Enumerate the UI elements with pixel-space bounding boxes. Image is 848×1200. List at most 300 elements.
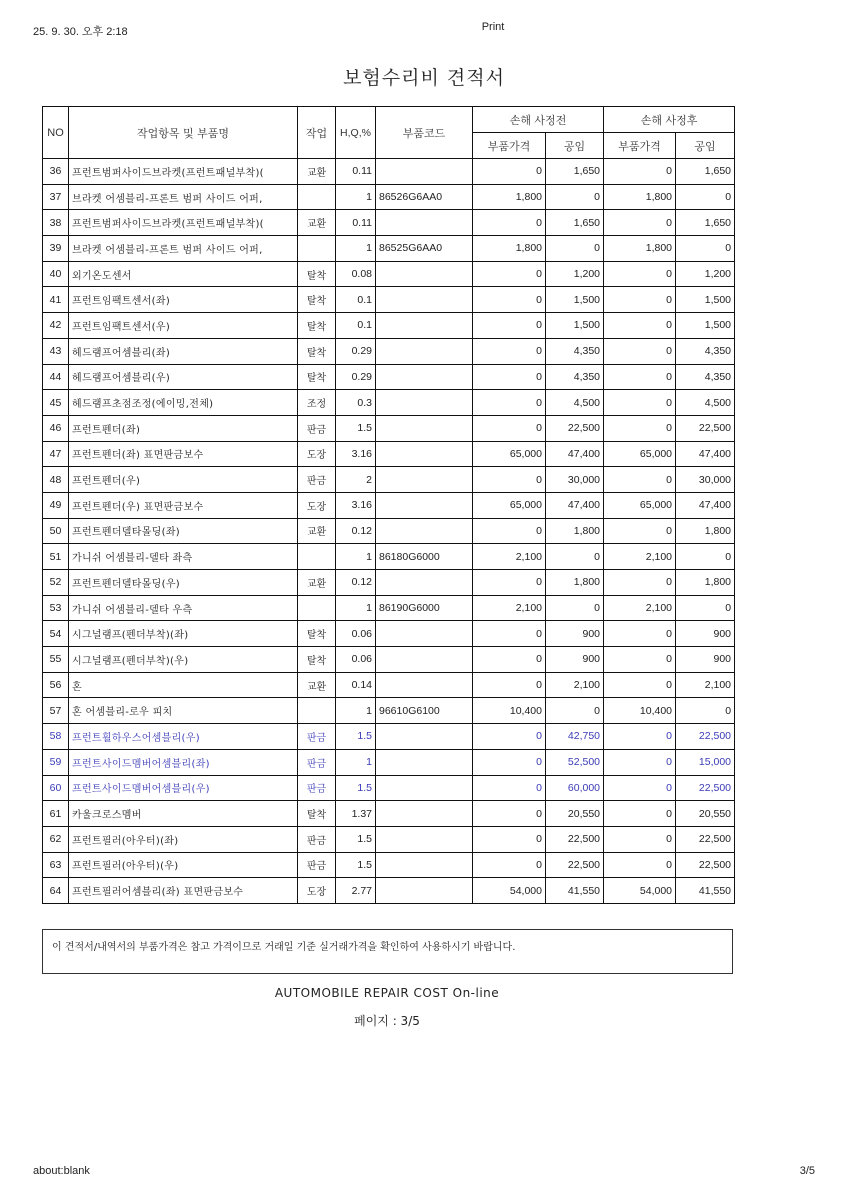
cell-hq: 0.12: [336, 518, 376, 544]
cell-before-parts-price: 0: [473, 724, 546, 750]
cell-before-labor: 1,650: [546, 159, 604, 185]
cell-no: 48: [43, 467, 69, 493]
cell-item-name: 프런트임팩트센서(우): [69, 313, 298, 339]
cell-work-type: 판금: [298, 775, 336, 801]
table-row: [43, 467, 735, 493]
cell-no: 41: [43, 287, 69, 313]
cell-part-code: [376, 724, 473, 750]
cell-hq: 0.06: [336, 647, 376, 673]
cell-before-labor: 47,400: [546, 492, 604, 518]
cell-hq: 0.29: [336, 338, 376, 364]
cell-after-labor: 47,400: [676, 441, 735, 467]
cell-part-code: 86525G6AA0: [376, 236, 473, 262]
print-datetime: 25. 9. 30. 오후 2:18: [33, 26, 128, 38]
header-part-code: 부품코드: [376, 107, 473, 159]
cell-hq: 0.11: [336, 159, 376, 185]
header-after-labor: 공임: [676, 133, 735, 159]
cell-item-name: 프런트필러(아우터)(좌): [69, 826, 298, 852]
cell-before-labor: 41,550: [546, 878, 604, 904]
cell-part-code: [376, 801, 473, 827]
table-row: [43, 261, 735, 287]
cell-part-code: [376, 467, 473, 493]
cell-item-name: 프런트펜더(우) 표면판금보수: [69, 492, 298, 518]
cell-after-labor: 1,500: [676, 287, 735, 313]
table-row: [43, 338, 735, 364]
cell-after-parts-price: 0: [604, 467, 676, 493]
cell-after-parts-price: 0: [604, 518, 676, 544]
cell-after-parts-price: 2,100: [604, 544, 676, 570]
cell-item-name: 프런트필러(아우터)(우): [69, 852, 298, 878]
cell-no: 39: [43, 236, 69, 262]
cell-item-name: 헤드램프어셈블리(우): [69, 364, 298, 390]
cell-item-name: 프런트펜더델타몰딩(우): [69, 570, 298, 596]
table-row: [43, 492, 735, 518]
print-title: Print: [481, 21, 505, 33]
cell-no: 40: [43, 261, 69, 287]
cell-no: 56: [43, 672, 69, 698]
cell-item-name: 가니쉬 어셈블리-델타 우측: [69, 595, 298, 621]
cell-item-name: 프런트사이드멤버어셈블리(좌): [69, 749, 298, 775]
header-before-parts-price: 부품가격: [473, 133, 546, 159]
cell-no: 49: [43, 492, 69, 518]
cell-part-code: [376, 441, 473, 467]
table-row: [43, 210, 735, 236]
cell-hq: 0.12: [336, 570, 376, 596]
cell-work-type: 도장: [298, 492, 336, 518]
cell-no: 51: [43, 544, 69, 570]
cell-hq: 2: [336, 467, 376, 493]
cell-item-name: 헤드램프초점조정(에이밍,전체): [69, 390, 298, 416]
cell-no: 45: [43, 390, 69, 416]
cell-before-labor: 4,350: [546, 364, 604, 390]
table-body: [43, 159, 735, 904]
cell-work-type: [298, 595, 336, 621]
cell-part-code: [376, 570, 473, 596]
cell-before-labor: 42,750: [546, 724, 604, 750]
cell-after-parts-price: 0: [604, 210, 676, 236]
cell-after-labor: 30,000: [676, 467, 735, 493]
cell-work-type: 탈착: [298, 313, 336, 339]
cell-item-name: 프런트휠하우스어셈블리(우): [69, 724, 298, 750]
cell-hq: 1: [336, 595, 376, 621]
cell-after-labor: 2,100: [676, 672, 735, 698]
cell-before-parts-price: 0: [473, 390, 546, 416]
cell-after-labor: 1,200: [676, 261, 735, 287]
notice-box: [42, 929, 733, 974]
table-row: [43, 390, 735, 416]
table-row: [43, 852, 735, 878]
cell-no: 46: [43, 415, 69, 441]
cell-item-name: 시그널램프(펜더부착)(좌): [69, 621, 298, 647]
cell-hq: 1.5: [336, 775, 376, 801]
table-row: [43, 313, 735, 339]
cell-hq: 0.06: [336, 621, 376, 647]
cell-after-labor: 22,500: [676, 724, 735, 750]
cell-part-code: 86180G6000: [376, 544, 473, 570]
cell-part-code: [376, 878, 473, 904]
cell-before-labor: 22,500: [546, 415, 604, 441]
table-row: [43, 595, 735, 621]
cell-part-code: [376, 672, 473, 698]
cell-part-code: [376, 287, 473, 313]
cell-after-labor: 15,000: [676, 749, 735, 775]
cell-before-labor: 4,500: [546, 390, 604, 416]
table-row: [43, 159, 735, 185]
table-row: [43, 749, 735, 775]
cell-after-labor: 0: [676, 236, 735, 262]
cell-after-labor: 1,800: [676, 518, 735, 544]
cell-item-name: 프런트펜더델타몰딩(좌): [69, 518, 298, 544]
cell-before-parts-price: 54,000: [473, 878, 546, 904]
cell-item-name: 혼 어셈블리-로우 피치: [69, 698, 298, 724]
cell-work-type: 교환: [298, 672, 336, 698]
cell-after-parts-price: 65,000: [604, 441, 676, 467]
cell-work-type: 판금: [298, 749, 336, 775]
cell-after-parts-price: 0: [604, 364, 676, 390]
cell-item-name: 혼: [69, 672, 298, 698]
cell-part-code: [376, 390, 473, 416]
cell-before-parts-price: 0: [473, 467, 546, 493]
cell-item-name: 프런트임팩트센서(좌): [69, 287, 298, 313]
cell-before-labor: 1,500: [546, 313, 604, 339]
cell-after-labor: 1,800: [676, 570, 735, 596]
table-row: [43, 801, 735, 827]
cell-hq: 2.77: [336, 878, 376, 904]
cell-before-labor: 1,500: [546, 287, 604, 313]
cell-part-code: [376, 415, 473, 441]
cell-before-parts-price: 0: [473, 415, 546, 441]
cell-before-labor: 22,500: [546, 852, 604, 878]
cell-after-labor: 0: [676, 184, 735, 210]
cell-before-labor: 0: [546, 698, 604, 724]
cell-after-labor: 1,500: [676, 313, 735, 339]
cell-no: 60: [43, 775, 69, 801]
cell-part-code: [376, 775, 473, 801]
cell-after-labor: 900: [676, 647, 735, 673]
cell-before-parts-price: 0: [473, 210, 546, 236]
table-row: [43, 775, 735, 801]
cell-before-labor: 900: [546, 647, 604, 673]
cell-after-parts-price: 0: [604, 621, 676, 647]
cell-item-name: 프런트범퍼사이드브라켓(프런트패널부착)(: [69, 159, 298, 185]
cell-after-parts-price: 0: [604, 749, 676, 775]
table-row: [43, 518, 735, 544]
cell-before-labor: 0: [546, 236, 604, 262]
cell-hq: 1: [336, 544, 376, 570]
cell-before-labor: 0: [546, 595, 604, 621]
cell-after-parts-price: 10,400: [604, 698, 676, 724]
cell-after-parts-price: 0: [604, 826, 676, 852]
cell-part-code: [376, 313, 473, 339]
cell-before-parts-price: 0: [473, 826, 546, 852]
print-footer-url: about:blank: [33, 1165, 90, 1177]
cell-before-parts-price: 0: [473, 621, 546, 647]
cell-work-type: 탈착: [298, 338, 336, 364]
cell-hq: 3.16: [336, 492, 376, 518]
table-row: [43, 570, 735, 596]
cell-part-code: [376, 159, 473, 185]
notice-text: 이 견적서/내역서의 부품가격은 참고 가격이므로 거래일 기준 실거래가격을 확인하여 사용하시기 바랍니다.: [52, 942, 516, 953]
cell-after-parts-price: 2,100: [604, 595, 676, 621]
cell-after-labor: 4,350: [676, 338, 735, 364]
cell-after-parts-price: 65,000: [604, 492, 676, 518]
cell-before-parts-price: 65,000: [473, 441, 546, 467]
cell-work-type: 탈착: [298, 364, 336, 390]
cell-no: 58: [43, 724, 69, 750]
cell-item-name: 가니쉬 어셈블리-델타 좌측: [69, 544, 298, 570]
cell-before-labor: 4,350: [546, 338, 604, 364]
cell-no: 44: [43, 364, 69, 390]
cell-no: 57: [43, 698, 69, 724]
cell-part-code: [376, 364, 473, 390]
cell-after-parts-price: 0: [604, 415, 676, 441]
cell-before-labor: 47,400: [546, 441, 604, 467]
cell-after-parts-price: 0: [604, 313, 676, 339]
cell-part-code: 86190G6000: [376, 595, 473, 621]
cell-work-type: 탈착: [298, 647, 336, 673]
cell-after-parts-price: 0: [604, 159, 676, 185]
cell-before-parts-price: 0: [473, 338, 546, 364]
print-footer-page: 3/5: [799, 1165, 815, 1177]
cell-after-labor: 0: [676, 544, 735, 570]
cell-after-labor: 1,650: [676, 210, 735, 236]
table-row: [43, 184, 735, 210]
table-row: [43, 544, 735, 570]
cell-before-parts-price: 1,800: [473, 184, 546, 210]
cell-hq: 1: [336, 236, 376, 262]
cell-work-type: 판금: [298, 852, 336, 878]
cell-after-parts-price: 0: [604, 647, 676, 673]
cell-item-name: 외기온도센서: [69, 261, 298, 287]
cell-before-parts-price: 0: [473, 801, 546, 827]
cell-after-parts-price: 0: [604, 390, 676, 416]
cell-hq: 1.5: [336, 826, 376, 852]
cell-no: 59: [43, 749, 69, 775]
cell-work-type: 탈착: [298, 261, 336, 287]
cell-before-parts-price: 0: [473, 287, 546, 313]
cell-item-name: 프런트펜더(좌) 표면판금보수: [69, 441, 298, 467]
cell-after-parts-price: 1,800: [604, 184, 676, 210]
cell-after-labor: 0: [676, 595, 735, 621]
cell-before-parts-price: 0: [473, 518, 546, 544]
cell-no: 63: [43, 852, 69, 878]
header-item: 작업항목 및 부품명: [69, 107, 298, 159]
cell-work-type: 판금: [298, 724, 336, 750]
estimate-table: [42, 106, 735, 904]
cell-after-parts-price: 0: [604, 338, 676, 364]
cell-before-labor: 900: [546, 621, 604, 647]
cell-part-code: [376, 492, 473, 518]
cell-before-labor: 1,200: [546, 261, 604, 287]
cell-before-labor: 2,100: [546, 672, 604, 698]
cell-item-name: 프런트펜더(우): [69, 467, 298, 493]
table-row: [43, 364, 735, 390]
brand-footer: AUTOMOBILE REPAIR COST On-line: [274, 986, 500, 1000]
cell-part-code: [376, 518, 473, 544]
cell-work-type: 교환: [298, 570, 336, 596]
cell-after-parts-price: 0: [604, 570, 676, 596]
document-title: 보험수리비 견적서: [343, 67, 505, 89]
cell-before-labor: 22,500: [546, 826, 604, 852]
cell-part-code: [376, 621, 473, 647]
cell-work-type: [298, 184, 336, 210]
table-row: [43, 647, 735, 673]
cell-after-labor: 900: [676, 621, 735, 647]
cell-part-code: [376, 826, 473, 852]
cell-after-parts-price: 0: [604, 801, 676, 827]
cell-hq: 0.11: [336, 210, 376, 236]
cell-after-parts-price: 54,000: [604, 878, 676, 904]
cell-work-type: 판금: [298, 415, 336, 441]
cell-work-type: [298, 236, 336, 262]
cell-after-parts-price: 0: [604, 287, 676, 313]
cell-hq: 3.16: [336, 441, 376, 467]
cell-no: 50: [43, 518, 69, 544]
cell-after-parts-price: 0: [604, 775, 676, 801]
cell-hq: 0.14: [336, 672, 376, 698]
cell-after-parts-price: 0: [604, 852, 676, 878]
table-row: [43, 672, 735, 698]
cell-after-labor: 0: [676, 698, 735, 724]
cell-before-parts-price: 0: [473, 364, 546, 390]
cell-hq: 0.08: [336, 261, 376, 287]
cell-hq: 0.1: [336, 313, 376, 339]
cell-before-labor: 0: [546, 184, 604, 210]
cell-before-labor: 1,650: [546, 210, 604, 236]
cell-after-labor: 1,650: [676, 159, 735, 185]
cell-item-name: 브라켓 어셈블리-프론트 범퍼 사이드 어퍼,: [69, 236, 298, 262]
cell-work-type: 판금: [298, 826, 336, 852]
cell-no: 62: [43, 826, 69, 852]
cell-part-code: [376, 261, 473, 287]
cell-after-labor: 20,550: [676, 801, 735, 827]
cell-after-labor: 22,500: [676, 852, 735, 878]
cell-item-name: 브라켓 어셈블리-프론트 범퍼 사이드 어퍼,: [69, 184, 298, 210]
cell-part-code: 96610G6100: [376, 698, 473, 724]
cell-work-type: [298, 544, 336, 570]
cell-part-code: [376, 749, 473, 775]
cell-before-parts-price: 0: [473, 159, 546, 185]
table-row: [43, 236, 735, 262]
header-before-labor: 공임: [546, 133, 604, 159]
cell-work-type: 교환: [298, 159, 336, 185]
table-row: [43, 698, 735, 724]
cell-no: 47: [43, 441, 69, 467]
page-indicator: 페이지 : 3/5: [354, 1014, 420, 1028]
cell-work-type: 탈착: [298, 287, 336, 313]
cell-part-code: [376, 647, 473, 673]
cell-after-labor: 41,550: [676, 878, 735, 904]
cell-hq: 0.1: [336, 287, 376, 313]
header-work: 작업: [298, 107, 336, 159]
cell-before-parts-price: 0: [473, 570, 546, 596]
cell-before-labor: 20,550: [546, 801, 604, 827]
cell-before-parts-price: 0: [473, 749, 546, 775]
cell-item-name: 프런트펜더(좌): [69, 415, 298, 441]
cell-hq: 1: [336, 749, 376, 775]
cell-hq: 1.5: [336, 415, 376, 441]
cell-after-labor: 22,500: [676, 415, 735, 441]
header-after-adjustment: 손해 사정후: [604, 107, 735, 133]
cell-work-type: 도장: [298, 441, 336, 467]
cell-no: 38: [43, 210, 69, 236]
cell-before-parts-price: 65,000: [473, 492, 546, 518]
cell-before-parts-price: 0: [473, 852, 546, 878]
cell-after-parts-price: 1,800: [604, 236, 676, 262]
cell-before-parts-price: 0: [473, 261, 546, 287]
cell-hq: 1.37: [336, 801, 376, 827]
table-row: [43, 724, 735, 750]
cell-item-name: 시그널램프(펜더부착)(우): [69, 647, 298, 673]
cell-hq: 1.5: [336, 852, 376, 878]
header-no: NO: [43, 107, 69, 159]
header-before-adjustment: 손해 사정전: [473, 107, 604, 133]
cell-before-parts-price: 0: [473, 647, 546, 673]
cell-before-parts-price: 0: [473, 775, 546, 801]
cell-no: 52: [43, 570, 69, 596]
cell-after-labor: 22,500: [676, 826, 735, 852]
cell-part-code: [376, 210, 473, 236]
cell-item-name: 카울크로스멤버: [69, 801, 298, 827]
cell-hq: 1: [336, 698, 376, 724]
cell-no: 36: [43, 159, 69, 185]
cell-work-type: 판금: [298, 467, 336, 493]
cell-before-labor: 1,800: [546, 518, 604, 544]
cell-before-labor: 60,000: [546, 775, 604, 801]
cell-part-code: 86526G6AA0: [376, 184, 473, 210]
cell-item-name: 프런트사이드멤버어셈블리(우): [69, 775, 298, 801]
table-row: [43, 415, 735, 441]
cell-part-code: [376, 852, 473, 878]
cell-no: 54: [43, 621, 69, 647]
cell-no: 64: [43, 878, 69, 904]
cell-no: 37: [43, 184, 69, 210]
cell-before-parts-price: 0: [473, 672, 546, 698]
table-row: [43, 878, 735, 904]
header-hq: H,Q,%: [336, 107, 376, 159]
cell-after-labor: 4,350: [676, 364, 735, 390]
cell-work-type: 조정: [298, 390, 336, 416]
cell-after-labor: 4,500: [676, 390, 735, 416]
table-header: [43, 107, 735, 159]
cell-before-labor: 52,500: [546, 749, 604, 775]
cell-no: 53: [43, 595, 69, 621]
cell-item-name: 헤드램프어셈블리(좌): [69, 338, 298, 364]
cell-before-labor: 1,800: [546, 570, 604, 596]
cell-before-parts-price: 2,100: [473, 595, 546, 621]
cell-no: 55: [43, 647, 69, 673]
cell-before-parts-price: 10,400: [473, 698, 546, 724]
cell-no: 42: [43, 313, 69, 339]
table-row: [43, 621, 735, 647]
table-row: [43, 826, 735, 852]
cell-no: 61: [43, 801, 69, 827]
table-row: [43, 287, 735, 313]
cell-item-name: 프런트필러어셈블리(좌) 표면판금보수: [69, 878, 298, 904]
cell-hq: 0.3: [336, 390, 376, 416]
cell-work-type: 탈착: [298, 801, 336, 827]
header-after-parts-price: 부품가격: [604, 133, 676, 159]
cell-before-labor: 30,000: [546, 467, 604, 493]
cell-hq: 1.5: [336, 724, 376, 750]
cell-after-parts-price: 0: [604, 672, 676, 698]
cell-before-labor: 0: [546, 544, 604, 570]
cell-work-type: 교환: [298, 210, 336, 236]
cell-after-labor: 22,500: [676, 775, 735, 801]
cell-before-parts-price: 1,800: [473, 236, 546, 262]
cell-after-parts-price: 0: [604, 261, 676, 287]
cell-work-type: 탈착: [298, 621, 336, 647]
